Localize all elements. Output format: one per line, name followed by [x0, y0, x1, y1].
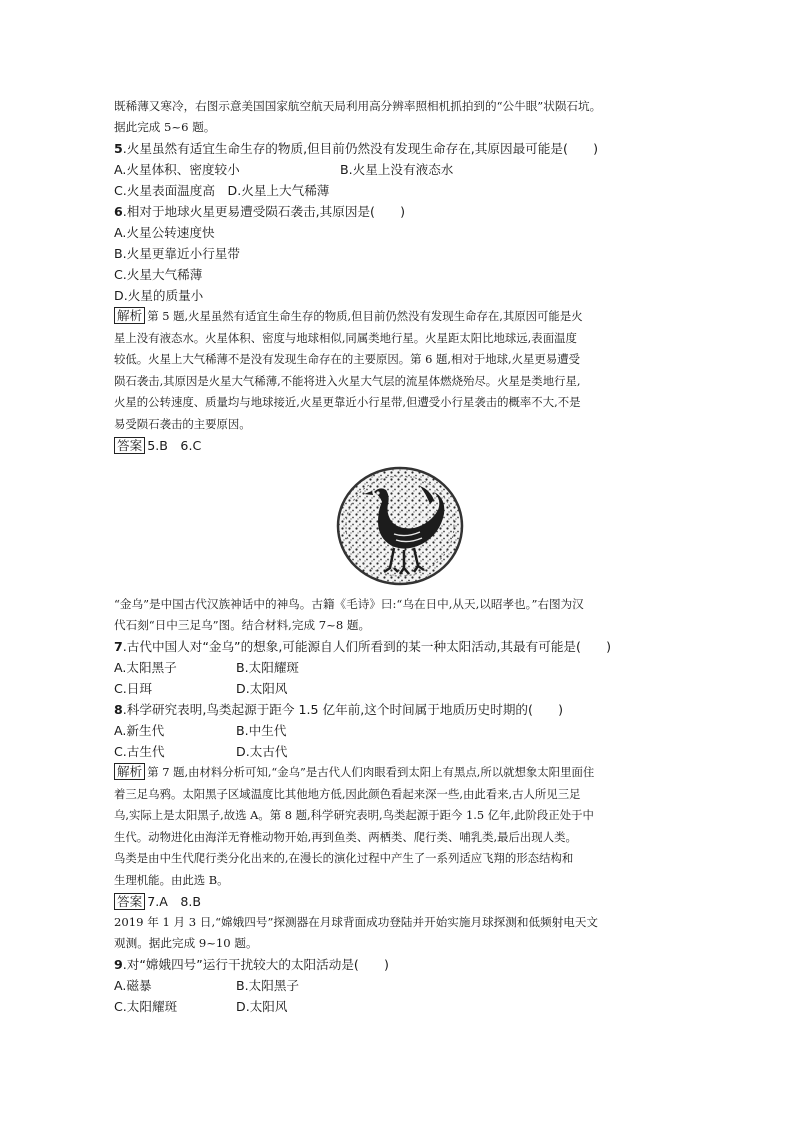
option-a: A.磁暴	[114, 978, 152, 993]
question-number: 8	[114, 702, 123, 717]
explanation-tag: 解析	[114, 763, 145, 780]
question-9-options-row-1	[114, 975, 686, 996]
explanation-line: 着三足乌鸦。太阳黑子区域温度比其他地方低,因此颜色看起来深一些,由此看来,古人所见三足	[114, 786, 581, 801]
answer-text: 5.B 6.C	[147, 438, 202, 453]
option-d: D.太阳风	[236, 999, 288, 1014]
question-7-options-row-1	[114, 657, 686, 678]
question-number: 6	[114, 204, 123, 219]
explanation-line: 第 5 题,火星虽然有适宜生命生存的物质,但目前仍然没有发现生命存在,其原因可能是火	[147, 309, 583, 323]
explanation-line: 陨石袭击,其原因是火星大气稀薄,不能将进入火星大气层的流星体燃烧殆尽。火星是类地行星,	[114, 373, 581, 388]
question-text: .对“嫦娥四号”运行干扰较大的太阳活动是( )	[122, 957, 389, 972]
intro-change4-line-1: 2019 年 1 月 3 日,“嫦娥四号”探测器在月球背面成功登陆并开始实施月球探测和低频射电天文	[114, 915, 599, 929]
question-8	[114, 699, 686, 720]
intro-golden-crow-line-2: 代石刻“日中三足乌”图。结合材料,完成 7~8 题。	[114, 618, 371, 632]
explanation-line: 生代。动物进化由海洋无脊椎动物开始,再到鱼类、两栖类、爬行类、哺乳类,最后出现人类。	[114, 829, 577, 844]
explanation-line: 火星的公转速度、质量均与地球接近,火星更靠近小行星带,但遭受小行星袭击的概率不大,不是	[114, 395, 581, 409]
crow-rubbing-illustration	[334, 464, 466, 588]
intro-change4-line-2: 观测。据此完成 9~10 题。	[114, 936, 258, 950]
question-8-options-row-1	[114, 720, 686, 741]
question-text: .火星虽然有适宜生命生存的物质,但目前仍然没有发现生命存在,其原因最可能是( )	[122, 141, 598, 156]
option-c-d: C.火星表面温度高 D.火星上大气稀薄	[114, 183, 330, 198]
answer-5-6	[114, 435, 686, 456]
option-c: C.日珥	[114, 681, 152, 696]
question-5-options-row-2	[114, 180, 686, 201]
intro-golden-crow-line-1: “金乌”是中国古代汉族神话中的神鸟。古籍《毛诗》曰:“乌在日中,从天,以昭孝也。”右图为汉	[114, 597, 584, 611]
option-a: A.太阳黑子	[114, 660, 177, 675]
question-8-options-row-2	[114, 741, 686, 762]
option-c: C.太阳耀斑	[114, 999, 178, 1014]
explanation-line: 易受陨石袭击的主要原因。	[114, 416, 251, 431]
question-text: .相对于地球火星更易遭受陨石袭击,其原因是( )	[122, 204, 406, 219]
explanation-line: 较低。火星上大气稀薄不是没有发现生命存在的主要原因。第 6 题,相对于地球,火星更易遭受	[114, 352, 580, 366]
option-c: C.古生代	[114, 744, 165, 759]
question-number: 7	[114, 639, 123, 654]
option-a: A.火星公转速度快	[114, 225, 215, 240]
three-legged-crow-stone-carving-image	[114, 464, 686, 588]
explanation-tag: 解析	[114, 307, 145, 324]
answer-tag: 答案	[114, 893, 145, 910]
explanation-line: 生理机能。由此选 B。	[114, 872, 229, 887]
question-6	[114, 201, 686, 222]
question-9-options-row-2	[114, 996, 686, 1017]
question-5-options-row-1	[114, 159, 686, 180]
option-b: B.中生代	[236, 723, 287, 738]
explanation-line: 鸟类是由中生代爬行类分化出来的,在漫长的演化过程中产生了一系列适应飞翔的形态结构和	[114, 851, 574, 865]
answer-tag: 答案	[114, 437, 145, 454]
question-9	[114, 954, 686, 975]
answer-7-8	[114, 891, 686, 912]
question-text: .科学研究表明,鸟类起源于距今 1.5 亿年前,这个时间属于地质历史时期的( )	[122, 702, 564, 717]
question-number: 5	[114, 141, 123, 156]
option-b: B.火星上没有液态水	[340, 162, 454, 177]
option-d: D.太古代	[236, 744, 288, 759]
option-d: D.火星的质量小	[114, 288, 204, 303]
option-b: B.太阳耀斑	[236, 660, 300, 675]
option-d: D.太阳风	[236, 681, 288, 696]
intro-mars-line-1: 既稀薄又寒冷，右图示意美国国家航空航天局利用高分辨率照相机抓拍到的“公牛眼”状陨石坑。	[114, 99, 602, 113]
intro-mars-line-2: 据此完成 5~6 题。	[114, 120, 216, 134]
question-number: 9	[114, 957, 123, 972]
option-b: B.火星更靠近小行星带	[114, 246, 240, 261]
explanation-line: 乌,实际上是太阳黑子,故选 A。第 8 题,科学研究表明,鸟类起源于距今 1.5 亿年,此阶段正处于中	[114, 808, 594, 822]
option-b: B.太阳黑子	[236, 978, 300, 993]
question-5	[114, 138, 686, 159]
option-a: A.火星体积、密度较小	[114, 162, 240, 177]
question-7-options-row-2	[114, 678, 686, 699]
answer-text: 7.A 8.B	[147, 894, 202, 909]
explanation-line: 第 7 题,由材料分析可知,“金乌”是古代人们肉眼看到太阳上有黑点,所以就想象太阳里面住	[147, 765, 595, 779]
explanation-5-6	[114, 306, 686, 435]
option-a: A.新生代	[114, 723, 165, 738]
question-7	[114, 636, 686, 657]
question-text: .古代中国人对“金乌”的想象,可能源自人们所看到的某一种太阳活动,其最有可能是( )	[122, 639, 612, 654]
worksheet-page	[114, 96, 686, 1017]
explanation-line: 星上没有液态水。火星体积、密度与地球相似,同属类地行星。火星距太阳比地球远,表面温度	[114, 330, 577, 345]
option-c: C.火星大气稀薄	[114, 267, 203, 282]
explanation-7-8	[114, 762, 686, 891]
